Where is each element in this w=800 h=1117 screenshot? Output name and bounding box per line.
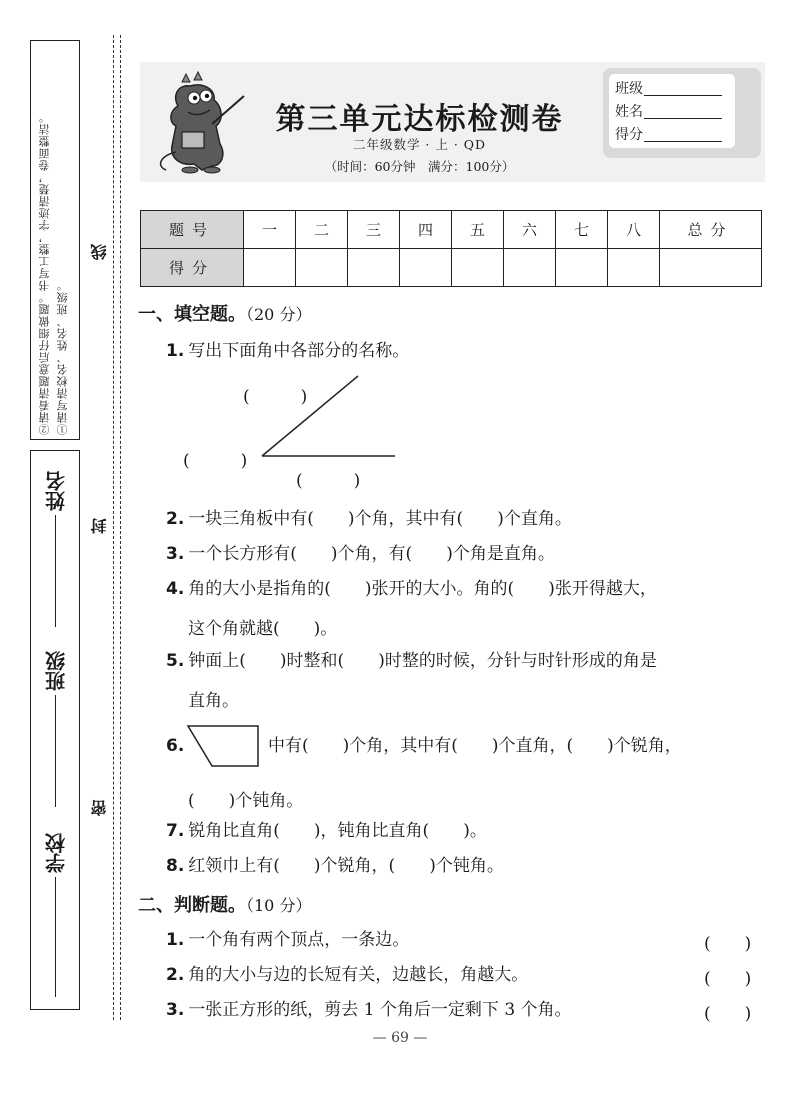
question-text: 钟面上( )时整和( )时整的时候，分针与时针形成的角是 xyxy=(188,651,657,671)
answer-blank[interactable]: ( ) xyxy=(704,1004,752,1024)
question-1-4 xyxy=(166,578,657,600)
notice-box xyxy=(30,40,80,440)
bind-word-line: 线 xyxy=(90,244,109,260)
section-2-title xyxy=(138,891,311,917)
table-header-cell: 八 xyxy=(608,211,660,249)
notice-line-1: ①请写清校名、姓名、班级。 xyxy=(56,279,69,435)
table-header-cell: 总分 xyxy=(660,211,762,249)
score-table-header-row xyxy=(141,211,762,249)
question-text: 角的大小是指角的( )张开的大小。角的( )张开得越大， xyxy=(188,579,657,599)
dinosaur-mascot-icon xyxy=(150,66,250,178)
table-header-cell: 得分 xyxy=(141,249,244,287)
section-1-title-text: 一、填空题。 xyxy=(138,304,246,325)
answer-blank[interactable]: ( ) xyxy=(704,934,752,954)
question-1-6-continued: ( )个钝角。 xyxy=(188,791,304,811)
section-2-title-text: 二、判断题。 xyxy=(138,895,246,916)
score-cell[interactable] xyxy=(452,249,504,287)
question-text: 一个长方形有( )个角，有( )个角是直角。 xyxy=(188,544,555,564)
score-cell[interactable] xyxy=(608,249,660,287)
question-number: 3. xyxy=(166,1000,185,1020)
question-text: 写出下面角中各部分的名称。 xyxy=(188,341,410,361)
question-number: 1. xyxy=(166,930,185,950)
question-2-1 xyxy=(166,929,409,951)
score-cell[interactable] xyxy=(660,249,762,287)
angle-side-blank[interactable]: ( ) xyxy=(243,387,308,407)
card-class-row[interactable] xyxy=(615,78,735,101)
score-cell[interactable] xyxy=(556,249,608,287)
class-label: 班级 xyxy=(44,651,69,691)
question-number: 2. xyxy=(166,509,185,529)
name-field[interactable] xyxy=(36,471,76,631)
name-label: 姓名 xyxy=(44,471,69,511)
name-card xyxy=(603,68,761,158)
page-number: — 69 — xyxy=(372,1030,428,1046)
question-number: 4. xyxy=(166,579,185,599)
table-header-cell: 一 xyxy=(244,211,296,249)
question-1-5-continued: 直角。 xyxy=(188,691,239,711)
page-subtitle: 二年级数学 · 上 · QD xyxy=(352,137,487,152)
score-cell[interactable] xyxy=(400,249,452,287)
question-1-6-text: 中有( )个角，其中有( )个直角，( )个锐角， xyxy=(268,736,682,756)
trapezoid-shape-icon xyxy=(186,724,262,768)
score-cell[interactable] xyxy=(296,249,348,287)
school-label: 学校 xyxy=(44,833,69,873)
card-name-label: 姓名 xyxy=(615,104,643,120)
table-header-cell: 六 xyxy=(504,211,556,249)
class-fill-line[interactable] xyxy=(56,695,57,807)
score-table-score-row xyxy=(141,249,762,287)
cut-line-2 xyxy=(120,35,121,1020)
question-text: 锐角比直角( )，钝角比直角( )。 xyxy=(188,821,487,841)
question-text: 角的大小与边的长短有关，边越长，角越大。 xyxy=(188,965,529,985)
section-2-points: （10 分） xyxy=(246,896,312,915)
score-cell[interactable] xyxy=(244,249,296,287)
question-number: 7. xyxy=(166,821,185,841)
card-class-label: 班级 xyxy=(615,81,643,97)
card-score-label: 得分 xyxy=(615,127,643,143)
angle-side-blank[interactable]: ( ) xyxy=(296,471,361,491)
question-1-6 xyxy=(166,735,188,757)
section-1-points: （20 分） xyxy=(246,305,312,324)
card-score-row[interactable] xyxy=(615,124,735,147)
card-name-row[interactable] xyxy=(615,101,735,124)
table-header-cell: 七 xyxy=(556,211,608,249)
question-1-1 xyxy=(166,340,409,362)
notice-line-2: ②请看清题意后仔细做题。书写工整，字迹清楚，卷面整洁。 xyxy=(38,111,51,435)
question-number: 8. xyxy=(166,856,185,876)
question-number: 3. xyxy=(166,544,185,564)
score-cell[interactable] xyxy=(348,249,400,287)
angle-vertex-blank[interactable]: ( ) xyxy=(183,451,248,471)
table-header-cell: 二 xyxy=(296,211,348,249)
bind-word-seal: 封 xyxy=(90,518,109,534)
question-number: 2. xyxy=(166,965,185,985)
section-1-title xyxy=(138,300,311,326)
card-name-line[interactable] xyxy=(644,104,722,119)
question-number: 1. xyxy=(166,341,185,361)
bind-word-secret: 密 xyxy=(90,800,109,816)
table-header-cell: 三 xyxy=(348,211,400,249)
class-field[interactable] xyxy=(36,651,76,811)
cut-line xyxy=(113,35,114,1020)
score-cell[interactable] xyxy=(504,249,556,287)
question-1-4-continued: 这个角就越( )。 xyxy=(188,619,338,639)
question-2-2 xyxy=(166,964,528,986)
question-1-5 xyxy=(166,650,657,672)
question-1-8 xyxy=(166,855,504,877)
question-text: 一张正方形的纸，剪去 1 个角后一定剩下 3 个角。 xyxy=(188,1000,572,1020)
question-text: 一个角有两个顶点，一条边。 xyxy=(188,930,410,950)
question-text: 红领巾上有( )个锐角，( )个钝角。 xyxy=(188,856,504,876)
question-2-3 xyxy=(166,999,572,1021)
school-fill-line[interactable] xyxy=(56,877,57,997)
score-table xyxy=(140,210,762,287)
question-number: 5. xyxy=(166,651,185,671)
page-title: 第三单元达标检测卷 xyxy=(275,102,564,137)
student-info-box xyxy=(30,450,80,1010)
table-header-cell: 题号 xyxy=(141,211,244,249)
school-field[interactable] xyxy=(36,831,76,1001)
question-text: 一块三角板中有( )个角，其中有( )个直角。 xyxy=(188,509,572,529)
table-header-cell: 四 xyxy=(400,211,452,249)
card-class-line[interactable] xyxy=(644,81,722,96)
name-fill-line[interactable] xyxy=(56,515,57,627)
table-header-cell: 五 xyxy=(452,211,504,249)
question-1-7 xyxy=(166,820,487,842)
time-score-info: （时间：60分钟 满分：100分） xyxy=(324,159,515,174)
question-number: 6. xyxy=(166,736,185,756)
question-1-2 xyxy=(166,508,572,530)
answer-blank[interactable]: ( ) xyxy=(704,969,752,989)
card-score-line[interactable] xyxy=(644,127,722,142)
question-1-3 xyxy=(166,543,555,565)
